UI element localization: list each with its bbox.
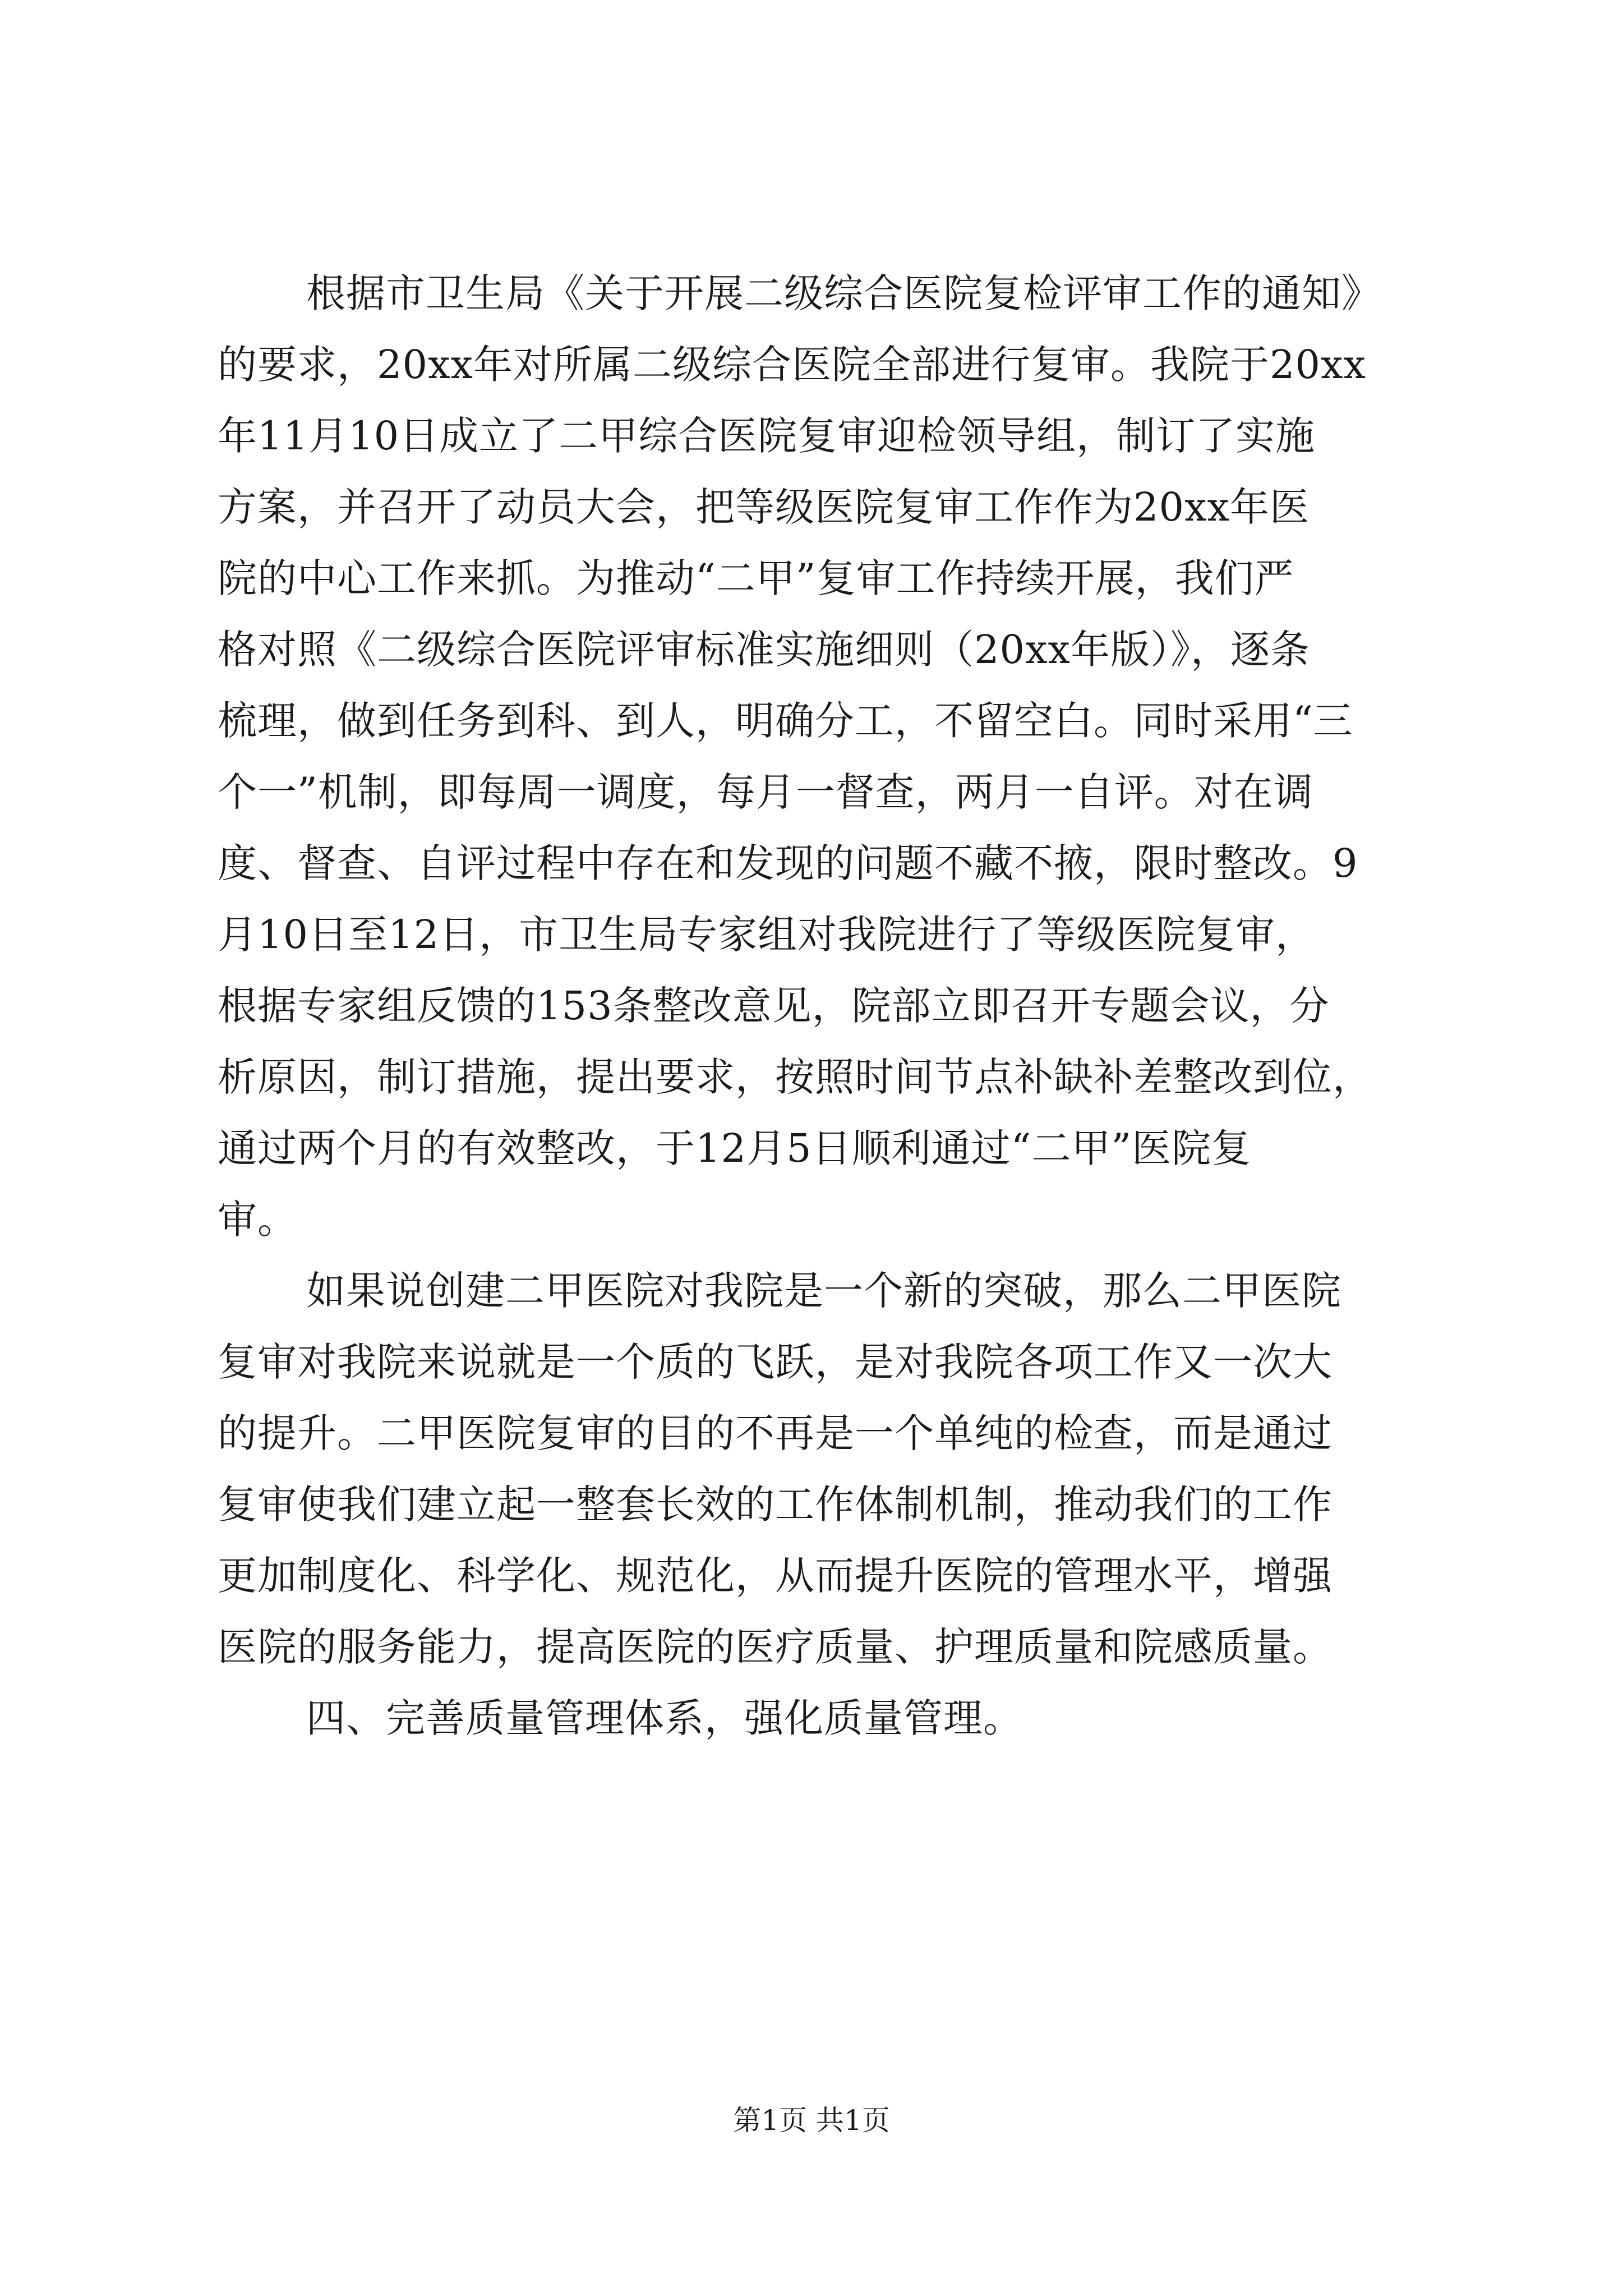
paragraph-2-line-6: 医院的服务能力，提高医院的医疗质量、护理质量和院感质量。 xyxy=(218,1624,1332,1670)
paragraph-1-line-3: 年11月10日成立了二甲综合医院复审迎检领导组，制订了实施 xyxy=(218,413,1316,459)
paragraph-1-line-4: 方案，并召开了动员大会，把等级医院复审工作作为20xx年医 xyxy=(218,484,1310,530)
document-body xyxy=(218,258,1429,1754)
paragraph-1-line-14: 审。 xyxy=(218,1197,297,1243)
page-number-footer: 第1页 共1页 xyxy=(733,2104,890,2137)
paragraph-1-line-13: 通过两个月的有效整改，于12月5日顺利通过“二甲”医院复 xyxy=(218,1125,1252,1171)
paragraph-1-line-7: 梳理，做到任务到科、到人，明确分工，不留空白。同时采用“三 xyxy=(218,698,1353,744)
paragraph-1-line-12: 析原因，制订措施，提出要求，按照时间节点补缺补差整改到位， xyxy=(218,1054,1372,1100)
paragraph-1-line-5: 院的中心工作来抓。为推动“二甲”复审工作持续开展，我们严 xyxy=(218,555,1294,601)
section-heading-4: 四、完善质量管理体系，强化质量管理。 xyxy=(306,1695,1023,1741)
paragraph-2-line-1: 如果说创建二甲医院对我院是一个新的突破，那么二甲医院 xyxy=(306,1268,1341,1314)
paragraph-1-line-8: 个一”机制，即每周一调度，每月一督查，两月一自评。对在调 xyxy=(218,769,1313,815)
paragraph-2-line-2: 复审对我院来说就是一个质的飞跃，是对我院各项工作又一次大 xyxy=(218,1339,1332,1385)
paragraph-1-line-1: 根据市卫生局《关于开展二级综合医院复检评审工作的通知》 xyxy=(306,270,1381,316)
paragraph-1-line-2: 的要求，20xx年对所属二级综合医院全部进行复审。我院于20xx xyxy=(218,342,1367,388)
paragraph-1-line-9: 度、督查、自评过程中存在和发现的问题不藏不掖，限时整改。9 xyxy=(218,840,1358,886)
paragraph-2-line-4: 复审使我们建立起一整套长效的工作体制机制，推动我们的工作 xyxy=(218,1481,1332,1527)
paragraph-1-line-6: 格对照《二级综合医院评审标准实施细则（20xx年版）》，逐条 xyxy=(218,627,1311,673)
paragraph-2-line-3: 的提升。二甲医院复审的目的不再是一个单纯的检查，而是通过 xyxy=(218,1410,1332,1456)
paragraph-1-line-10: 月10日至12日，市卫生局专家组对我院进行了等级医院复审， xyxy=(218,912,1316,958)
paragraph-1-line-11: 根据专家组反馈的153条整改意见，院部立即召开专题会议，分 xyxy=(218,983,1330,1029)
paragraph-2-line-5: 更加制度化、科学化、规范化，从而提升医院的管理水平，增强 xyxy=(218,1553,1332,1599)
